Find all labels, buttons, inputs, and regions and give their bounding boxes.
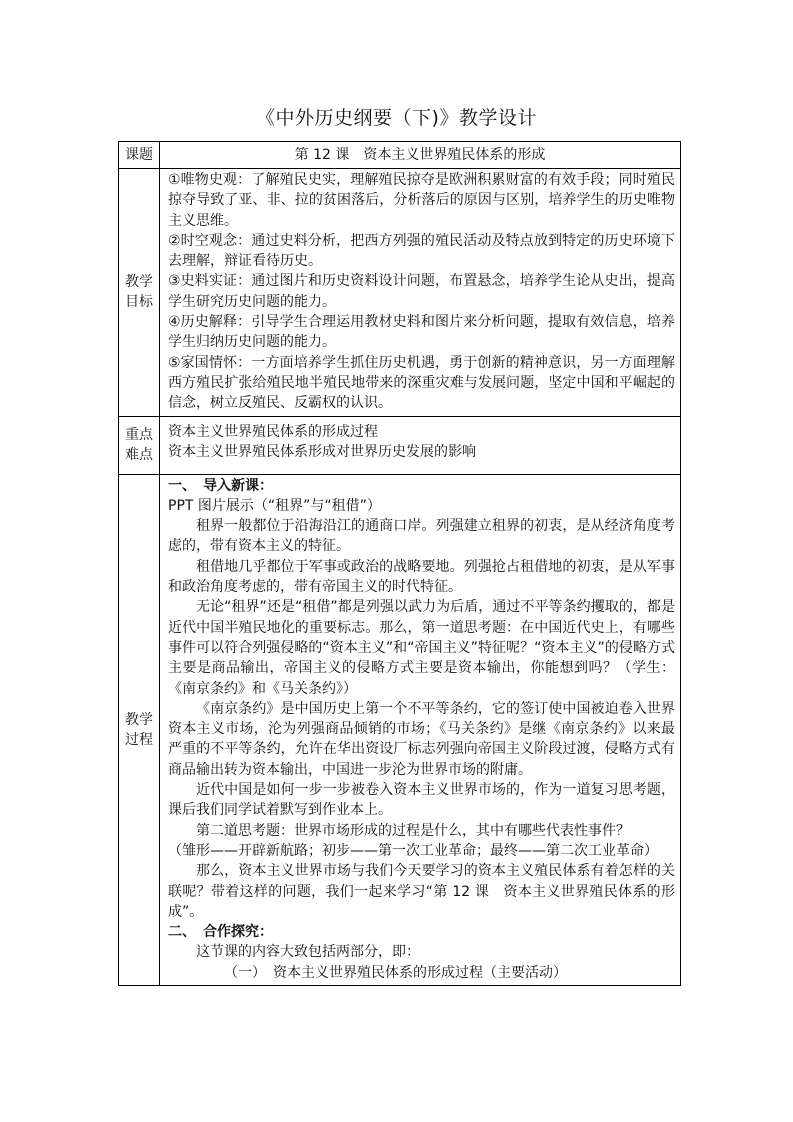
goals-content bbox=[160, 169, 681, 417]
process-label bbox=[119, 474, 160, 985]
key-label-line: 难点 bbox=[125, 447, 153, 464]
goal-item: ④历史解释：引导学生合理运用教材史料和图片来分析问题，提取有效信息，培养学生归纳历史问题的能力。 bbox=[168, 314, 675, 351]
key-points-row bbox=[119, 416, 681, 474]
process-row bbox=[119, 474, 681, 985]
paragraph: 这节课的内容大致包括两部分，即： bbox=[196, 944, 420, 961]
paragraph: 近代中国是如何一步一步被卷入资本主义世界市场的，作为一道复习思考题，课后我们同学试着默写到作业本上。 bbox=[168, 782, 675, 819]
document-title: 《中外历史纲要（下)》教学设计 bbox=[256, 107, 537, 129]
key-point-item: 资本主义世界殖民体系形成对世界历史发展的影响 bbox=[168, 443, 476, 460]
goal-item: ①唯物史观：了解殖民史实，理解殖民掠夺是欧洲积累财富的有效手段；同时殖民掠夺导致了亚、非、拉的贫困落后，分析落后的原因与区别，培养学生的历史唯物主义思维。 bbox=[168, 172, 675, 229]
key-points-label bbox=[119, 416, 160, 474]
paragraph: 那么，资本主义世界市场与我们今天要学习的资本主义殖民体系有着怎样的关联呢？带着这样的问题，我们一起来学习“第 12 课 资本主义世界殖民体系的形成”。 bbox=[168, 863, 675, 920]
goal-item: ⑤家国情怀：一方面培养学生抓住历史机遇，勇于创新的精神意识，另一方面理解西方殖民扩张给殖民地半殖民地带来的深重灾难与发展问题，坚定中国和平崛起的信念，树立反殖民、反霸权的认识。 bbox=[168, 354, 675, 412]
goals-label bbox=[119, 169, 160, 417]
lesson-plan-table bbox=[118, 141, 681, 986]
process-label-line: 教学 bbox=[125, 711, 153, 728]
paragraph: 第二道思考题：世界市场形成的过程是什么，其中有哪些代表性事件？ bbox=[196, 822, 630, 839]
paragraph: （一） 资本主义世界殖民体系的形成过程（主要活动） bbox=[224, 964, 567, 981]
paragraph: 《南京条约》是中国历史上第一个不平等条约，它的签订使中国被迫卷入世界资本主义市场，沦为列强商品倾销的市场；《马关条约》是继《南京条约》以来最严重的不平等条约，允许在华出资设厂标志列强向帝国主义阶段过渡，侵略方式有商品输出转为资本输出，中国进一步沦为世界市场的附庸。 bbox=[168, 700, 675, 778]
goal-item: ③史料实证：通过图片和历史资料设计问题，布置悬念，培养学生论从史出，提高学生研究历史问题的能力。 bbox=[168, 273, 675, 310]
goals-row bbox=[119, 169, 681, 417]
paragraph: 租界一般都位于沿海沿江的通商口岸。列强建立租界的初衷，是从经济角度考虑的，带有资本主义的特征。 bbox=[168, 518, 675, 555]
process-content bbox=[160, 474, 681, 985]
section-heading: 一、 导入新课： bbox=[168, 477, 273, 494]
course-row bbox=[119, 142, 681, 169]
goals-label-line: 教学 bbox=[125, 274, 153, 291]
paragraph: PPT 图片展示（“租界”与“租借”） bbox=[168, 497, 381, 514]
paragraph: （雏形——开辟新航路；初步——第一次工业革命；最终——第二次工业革命） bbox=[168, 842, 658, 859]
key-label-line: 重点 bbox=[125, 427, 153, 444]
course-label: 课题 bbox=[119, 142, 160, 169]
paragraph: 租借地几乎都位于军事或政治的战略要地。列强抢占租借地的初衷，是从军事和政治角度考虑的，带有帝国主义的时代特征。 bbox=[168, 558, 675, 596]
section-heading: 二、 合作探究： bbox=[168, 924, 273, 941]
goal-item: ②时空观念：通过史料分析，把西方列强的殖民活动及特点放到特定的历史环境下去理解，辩证看待历史。 bbox=[168, 232, 675, 270]
goals-label-line: 目标 bbox=[125, 294, 153, 311]
key-point-item: 资本主义世界殖民体系的形成过程 bbox=[168, 423, 378, 440]
course-value: 第 12 课 资本主义世界殖民体系的形成 bbox=[160, 142, 681, 169]
paragraph: 无论“租界”还是“租借”都是列强以武力为后盾，通过不平等条约攫取的，都是近代中国半殖民地化的重要标志。那么，第一道思考题：在中国近代史上，有哪些事件可以符合列强侵略的“资本主义”和“帝国主义”特征呢？“资本主义”的侵略方式主要是商品输出，帝国主义的侵略方式主要是资本输出，你能想到吗？（学生：《南京条约》和《马关条约》） bbox=[168, 599, 675, 697]
key-points-content bbox=[160, 416, 681, 474]
process-label-line: 过程 bbox=[125, 731, 153, 748]
